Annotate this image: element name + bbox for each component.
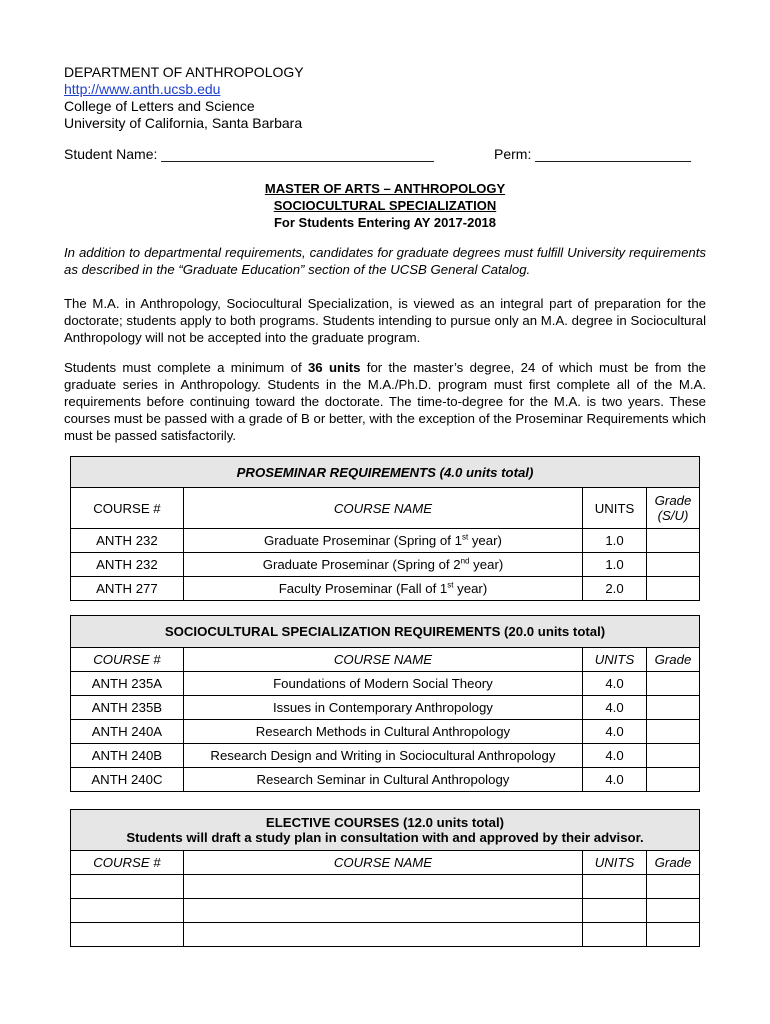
course-units: 4.0 bbox=[583, 720, 647, 744]
col-units-header: UNITS bbox=[583, 488, 647, 529]
course-units: 1.0 bbox=[583, 529, 647, 553]
course-number: ANTH 240C bbox=[71, 768, 184, 792]
department-name: DEPARTMENT OF ANTHROPOLOGY bbox=[64, 64, 304, 80]
proseminar-table bbox=[70, 456, 700, 601]
course-number-cell[interactable] bbox=[71, 875, 184, 899]
grade-cell[interactable] bbox=[646, 720, 699, 744]
title-line-2: SOCIOCULTURAL SPECIALIZATION bbox=[273, 198, 497, 213]
course-name: Research Seminar in Cultural Anthropology bbox=[183, 768, 582, 792]
course-number: ANTH 235B bbox=[71, 696, 184, 720]
electives-heading-line-1: ELECTIVE COURSES (12.0 units total) bbox=[265, 815, 505, 830]
department-header bbox=[64, 64, 304, 132]
grade-label: Grade bbox=[654, 493, 692, 508]
course-number: ANTH 232 bbox=[71, 529, 184, 553]
perm-field[interactable]: Perm: ____________________ bbox=[494, 146, 691, 162]
table-row bbox=[71, 696, 700, 720]
student-name-field[interactable]: Student Name: ___________________________________ bbox=[64, 146, 434, 162]
table-row bbox=[71, 744, 700, 768]
course-number-cell[interactable] bbox=[71, 923, 184, 947]
intro-paragraph: In addition to departmental requirements, candidates for graduate degrees must fulfill University requirements as described in the “Graduate Education” section of the UCSB General Catalog. bbox=[64, 245, 706, 277]
course-number-cell[interactable] bbox=[71, 899, 184, 923]
col-grade-header: Grade bbox=[646, 648, 699, 672]
course-name: Issues in Contemporary Anthropology bbox=[183, 696, 582, 720]
course-name: Faculty Proseminar (Fall of 1st year) bbox=[183, 577, 582, 601]
document-title bbox=[64, 180, 706, 231]
units-text-after: for the master’s degree, 24 of which must be from the graduate series in Anthropology. Students in the M.A./Ph.D. program must first complete all of the M.A. requirements before continuing toward the doctorate. The time-to-degree for the M.A. is two years. These courses must be passed with a grade of B or better, with the exception of the Proseminar Requirements which must be passed satisfactorily. bbox=[64, 360, 706, 443]
grade-cell[interactable] bbox=[647, 577, 700, 601]
grade-cell[interactable] bbox=[647, 529, 700, 553]
course-name-cell[interactable] bbox=[183, 899, 582, 923]
proseminar-heading: PROSEMINAR REQUIREMENTS (4.0 units total) bbox=[71, 457, 700, 488]
grade-cell[interactable] bbox=[646, 744, 699, 768]
sociocultural-table bbox=[70, 615, 700, 792]
course-number: ANTH 240A bbox=[71, 720, 184, 744]
course-units: 4.0 bbox=[583, 744, 647, 768]
course-units: 1.0 bbox=[583, 553, 647, 577]
course-name: Graduate Proseminar (Spring of 2nd year) bbox=[183, 553, 582, 577]
units-text-bold: 36 units bbox=[307, 360, 361, 375]
title-line-3: For Students Entering AY 2017-2018 bbox=[273, 215, 497, 230]
grade-su-label: (S/U) bbox=[657, 508, 689, 523]
course-units-cell[interactable] bbox=[583, 899, 647, 923]
table-row bbox=[71, 529, 700, 553]
table-row bbox=[71, 923, 700, 947]
course-number: ANTH 277 bbox=[71, 577, 184, 601]
table-row bbox=[71, 875, 700, 899]
course-name: Research Design and Writing in Sociocultural Anthropology bbox=[183, 744, 582, 768]
course-name-cell[interactable] bbox=[183, 875, 582, 899]
grade-cell[interactable] bbox=[647, 899, 700, 923]
course-number: ANTH 235A bbox=[71, 672, 184, 696]
university-name: University of California, Santa Barbara bbox=[64, 115, 303, 131]
table-row bbox=[71, 899, 700, 923]
sociocultural-heading: SOCIOCULTURAL SPECIALIZATION REQUIREMENTS (20.0 units total) bbox=[71, 616, 700, 648]
col-course-header: COURSE # bbox=[71, 648, 184, 672]
course-units: 4.0 bbox=[583, 696, 647, 720]
col-name-header: COURSE NAME bbox=[183, 648, 582, 672]
course-name: Graduate Proseminar (Spring of 1st year) bbox=[183, 529, 582, 553]
grade-cell[interactable] bbox=[647, 923, 700, 947]
grade-cell[interactable] bbox=[646, 672, 699, 696]
electives-heading-line-2: Students will draft a study plan in consultation with and approved by their advisor. bbox=[126, 830, 644, 845]
course-units: 2.0 bbox=[583, 577, 647, 601]
col-units-header: UNITS bbox=[583, 851, 647, 875]
course-number: ANTH 240B bbox=[71, 744, 184, 768]
course-name: Foundations of Modern Social Theory bbox=[183, 672, 582, 696]
course-name: Research Methods in Cultural Anthropology bbox=[183, 720, 582, 744]
table-row bbox=[71, 553, 700, 577]
grade-cell[interactable] bbox=[646, 696, 699, 720]
col-grade-header bbox=[647, 488, 700, 529]
units-text-before: Students must complete a minimum of bbox=[64, 360, 308, 375]
col-name-header: COURSE NAME bbox=[183, 851, 582, 875]
grade-cell[interactable] bbox=[647, 875, 700, 899]
col-course-header: COURSE # bbox=[71, 488, 184, 529]
grade-cell[interactable] bbox=[647, 553, 700, 577]
department-url-link[interactable]: http://www.anth.ucsb.edu bbox=[64, 81, 221, 97]
col-units-header: UNITS bbox=[583, 648, 647, 672]
units-paragraph bbox=[64, 359, 706, 444]
course-units-cell[interactable] bbox=[583, 923, 647, 947]
course-units: 4.0 bbox=[583, 768, 647, 792]
course-units: 4.0 bbox=[583, 672, 647, 696]
course-number: ANTH 232 bbox=[71, 553, 184, 577]
table-row bbox=[71, 768, 700, 792]
course-units-cell[interactable] bbox=[583, 875, 647, 899]
col-grade-header: Grade bbox=[647, 851, 700, 875]
course-name-cell[interactable] bbox=[183, 923, 582, 947]
col-course-header: COURSE # bbox=[71, 851, 184, 875]
college-name: College of Letters and Science bbox=[64, 98, 255, 114]
electives-heading bbox=[71, 810, 700, 851]
title-line-1: MASTER OF ARTS – ANTHROPOLOGY bbox=[264, 181, 506, 196]
program-paragraph: The M.A. in Anthropology, Sociocultural Specialization, is viewed as an integral part of preparation for the doctorate; students apply to both programs. Students intending to pursue only an M.A. degree in Sociocultural Anthropology will not be accepted into the graduate program. bbox=[64, 296, 706, 345]
student-info-line bbox=[64, 146, 714, 162]
grade-cell[interactable] bbox=[646, 768, 699, 792]
table-row bbox=[71, 720, 700, 744]
electives-table bbox=[70, 809, 700, 947]
table-row bbox=[71, 672, 700, 696]
table-row bbox=[71, 577, 700, 601]
col-name-header: COURSE NAME bbox=[183, 488, 582, 529]
